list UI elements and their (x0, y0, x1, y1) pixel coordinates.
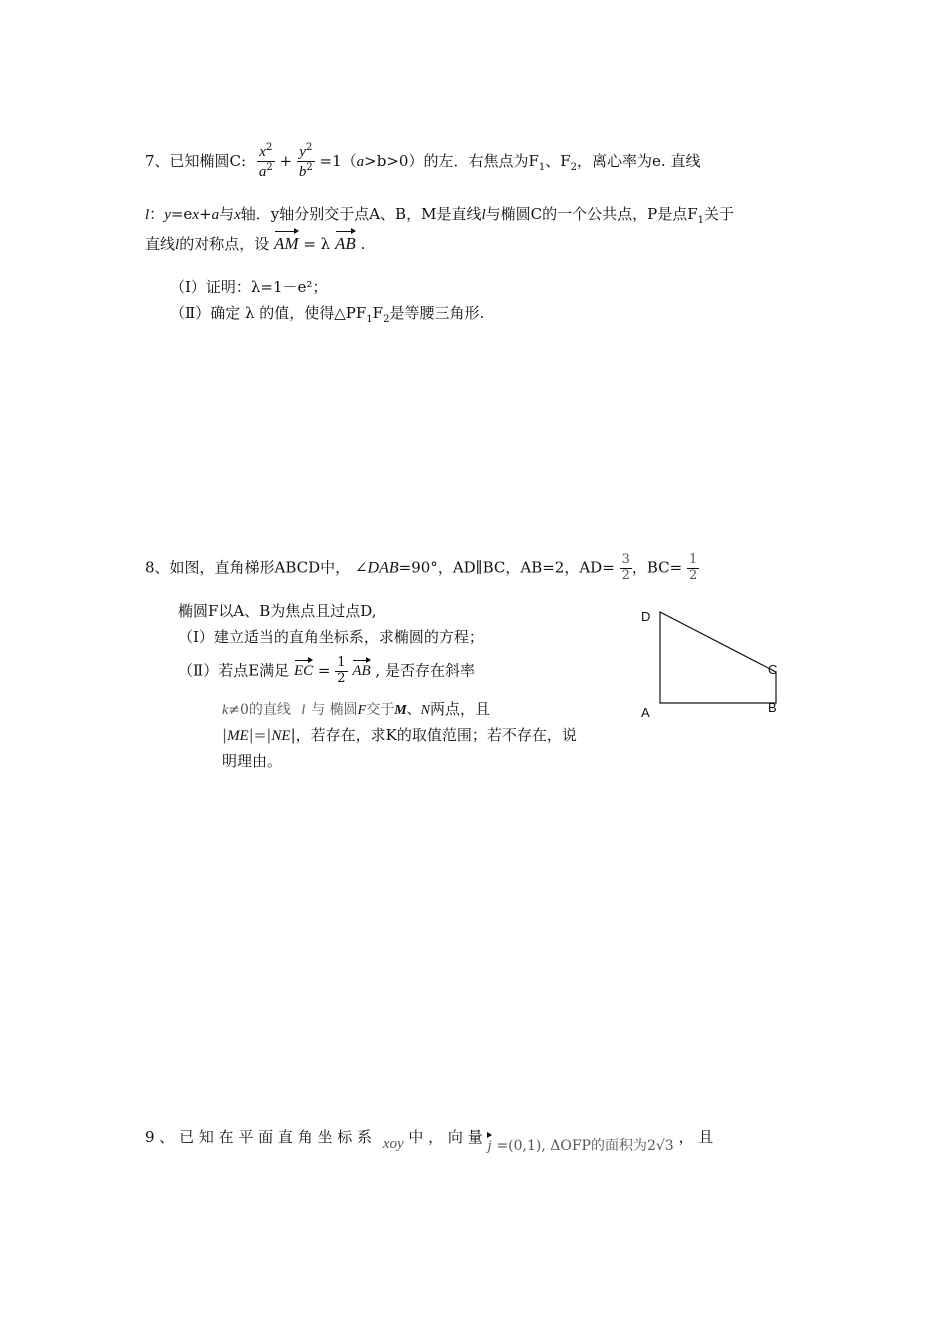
problem-8-part-1: （Ⅰ）建立适当的直角坐标系，求椭圆的方程； (178, 628, 484, 646)
vertex-label-a: A (641, 705, 650, 720)
vector-ec: EC (294, 657, 313, 680)
bc-fraction: $\frac{1}{2}$ (688, 552, 698, 583)
problem-8-line-6: 明理由。 (222, 752, 283, 770)
problem-8-line-4: k≠0的直线 l 与 椭圆F交于M、N两点，且 (222, 700, 491, 718)
problem-9-label: 9 、 已 知 在 平 面 直 角 坐 标 系 (145, 1128, 372, 1146)
vertex-label-b: B (768, 700, 777, 715)
half-fraction: $\frac{1}{2}$ (337, 655, 346, 686)
trapezoid-figure (630, 600, 790, 730)
problem-8-label: 8、如图，直角梯形ABCD中， (145, 558, 351, 577)
trapezoid-shape (660, 612, 776, 703)
problem-8-line-2: 椭圆F以A、B为焦点且过点D, (178, 602, 377, 620)
problem-7-line-3: 直线l的对称点，设 AM = λ AB . (145, 228, 365, 254)
vector-am: AM (274, 228, 299, 254)
problem-7-part-1: （Ⅰ）证明：λ=1－e²； (170, 278, 328, 296)
problem-7-label: 7、已知椭圆C: (145, 151, 247, 170)
ad-fraction: $\frac{3}{2}$ (621, 552, 630, 583)
vector-j: j (487, 1132, 491, 1155)
ellipse-frac-y: $\frac{y^2}{b^2}$ (298, 142, 313, 181)
problem-9-line-1: 9 、 已 知 在 平 面 直 角 坐 标 系 xoy 中 ， 向 量 j =(0,1), ΔOFP的面积为2√3 ， 且 (145, 1128, 714, 1154)
vector-ab-2: AB (352, 657, 370, 680)
problem-8-part-2: （Ⅱ）若点E满足 EC = $\frac{1}{2}$ AB , 是否存在斜率 (178, 655, 475, 686)
ellipse-frac-x: $\frac{x^2}{a^2}$ (258, 142, 273, 181)
problem-8-line-1: 8、如图，直角梯形ABCD中， ∠DAB=90°，AD∥BC，AB=2，AD= $\frac{3}{2}$ ，BC= $\frac{1}{2}$ (145, 552, 698, 583)
problem-7-part-2: （Ⅱ）确定 λ 的值，使得$\triangle PF_1F_2$是等腰三角形. (170, 304, 485, 325)
problem-7-line-2: l：y=ex+a与x轴．y轴分别交于点A、B，M是直线l与椭圆C的一个公共点，P是点$F_1$关于 (145, 205, 734, 226)
vertex-label-c: C (768, 662, 778, 677)
problem-8-line-5: |ME|=|NE|，若存在，求K的取值范围；若不存在，说 (222, 726, 577, 744)
vector-ab: AB (335, 228, 356, 254)
vertex-label-d: D (641, 609, 651, 624)
problem-7-line-1: 7、已知椭圆C: $\frac{x^2}{a^2}$ + $\frac{y^2}{b^2}$ =1（a>b>0）的左．右焦点为$F_1$、$F_2$，离心率为e. 直线 (145, 142, 701, 181)
